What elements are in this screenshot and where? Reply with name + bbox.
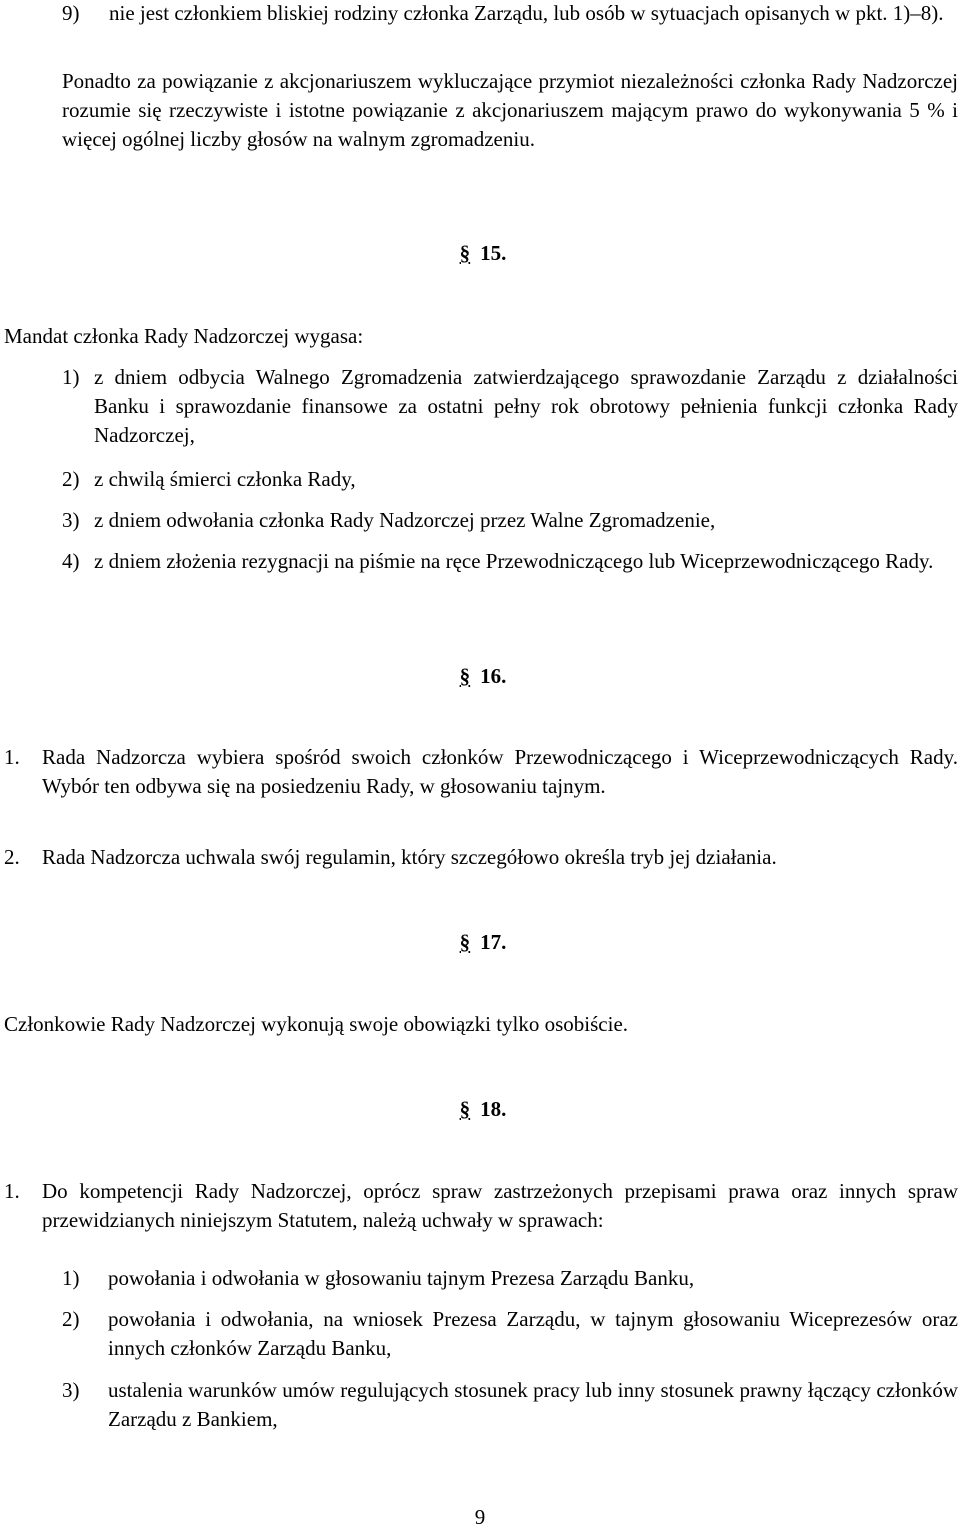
- list-item-number: 1): [62, 1266, 80, 1290]
- list-item-number: 1): [62, 365, 80, 389]
- list-item: [4, 1177, 958, 1235]
- list-item-text: Rada Nadzorcza wybiera spośród swoich członków Przewodniczącego i Wiceprzewodniczących Rady. Wybór ten odbywa się na posiedzeniu Rady, w głosowaniu tajnym.: [42, 745, 958, 798]
- list-item-text: ustalenia warunków umów regulujących stosunek pracy lub inny stosunek prawny łączący członków Zarządu z Bankiem,: [108, 1378, 958, 1431]
- section-number: 16.: [480, 664, 507, 688]
- list-item-number: 2): [62, 1307, 80, 1331]
- section-symbol: §: [459, 241, 471, 265]
- list-item: [62, 506, 958, 535]
- section-heading-15: [0, 239, 960, 268]
- list-item-text: powołania i odwołania, na wniosek Prezesa Zarządu, w tajnym głosowaniu Wiceprezesów oraz innych członków Zarządu Banku,: [108, 1307, 958, 1360]
- list-item: [62, 1264, 958, 1293]
- list-item-text: z dniem odwołania członka Rady Nadzorczej przez Walne Zgromadzenie,: [94, 508, 716, 532]
- list-item: [62, 547, 958, 576]
- list-item-text: nie jest członkiem bliskiej rodziny członka Zarządu, lub osób w sytuacjach opisanych w pkt. 1)–8).: [109, 1, 944, 25]
- section-number: 18.: [480, 1097, 507, 1121]
- list-item-text: Do kompetencji Rady Nadzorczej, oprócz spraw zastrzeżonych przepisami prawa oraz innych spraw przewidzianych niniejszym Statutem, należą uchwały w sprawach:: [42, 1179, 958, 1232]
- list-item-number: 2): [62, 467, 80, 491]
- list-item-text: Rada Nadzorcza uchwala swój regulamin, który szczegółowo określa tryb jej działania.: [42, 845, 777, 869]
- section-number: 15.: [480, 241, 507, 265]
- list-item-text: z chwilą śmierci członka Rady,: [94, 467, 356, 491]
- list-item-9: [62, 0, 958, 28]
- section-heading-18: [0, 1095, 960, 1124]
- section-heading-17: [0, 928, 960, 957]
- list-item-number: 9): [62, 1, 80, 25]
- list-item-text: powołania i odwołania w głosowaniu tajnym Prezesa Zarządu Banku,: [108, 1266, 695, 1290]
- list-item-number: 1.: [4, 745, 20, 769]
- section-number: 17.: [480, 930, 507, 954]
- section-symbol: §: [459, 930, 471, 954]
- list-item-number: 3): [62, 508, 80, 532]
- list-item-number: 3): [62, 1378, 80, 1402]
- list-item-text: z dniem złożenia rezygnacji na piśmie na ręce Przewodniczącego lub Wiceprzewodniczącego Rady.: [94, 549, 934, 573]
- list-item: [62, 465, 958, 494]
- section-heading-16: [0, 662, 960, 691]
- list-item: [62, 363, 958, 450]
- list-item: [4, 743, 958, 801]
- section-symbol: §: [459, 1097, 471, 1121]
- section-15-lead: Mandat członka Rady Nadzorczej wygasa:: [4, 324, 364, 348]
- list-item: [4, 843, 958, 872]
- list-item-number: 1.: [4, 1179, 20, 1203]
- list-item: [62, 1376, 958, 1434]
- list-item: [62, 1305, 958, 1363]
- section-17-text: Członkowie Rady Nadzorczej wykonują swoje obowiązki tylko osobiście.: [4, 1012, 629, 1036]
- list-item-number: 2.: [4, 845, 20, 869]
- list-item-number: 4): [62, 549, 80, 573]
- list-item-text: z dniem odbycia Walnego Zgromadzenia zatwierdzającego sprawozdanie Zarządu z działalności Banku i sprawozdanie finansowe za ostatni pełny rok obrotowy pełnienia funkcji członka Rady Nadzorczej,: [94, 365, 958, 447]
- page-number: 9: [474, 1505, 486, 1529]
- paragraph-independence: Ponadto za powiązanie z akcjonariuszem wykluczające przymiot niezależności członka Rady Nadzorczej rozumie się rzeczywiste i istotne powiązanie z akcjonariuszem mającym prawo do wykonywania 5 % i więcej ogólnej liczby głosów na walnym zgromadzeniu.: [62, 69, 958, 151]
- section-symbol: §: [459, 664, 471, 688]
